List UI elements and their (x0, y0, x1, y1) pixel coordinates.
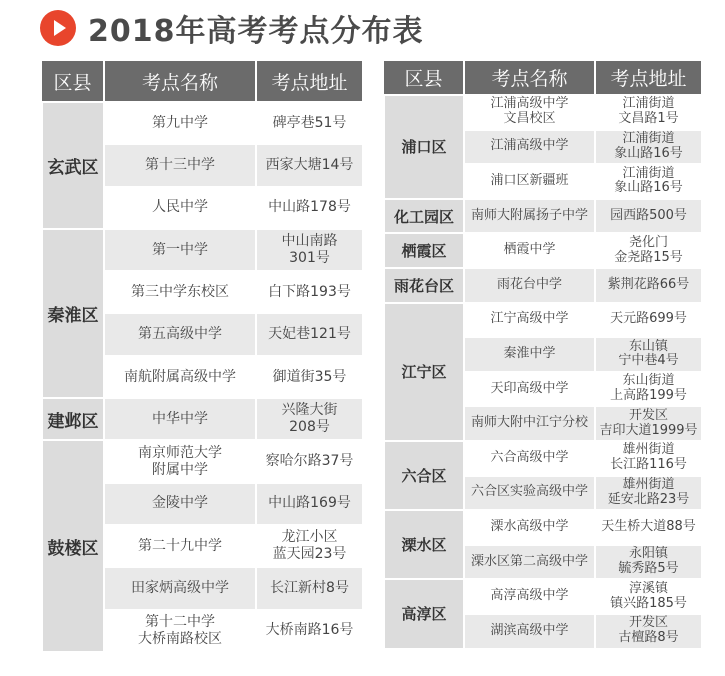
address-cell (256, 187, 363, 229)
school-name-cell (104, 229, 256, 271)
cell-line: 延安北路23号 (607, 491, 690, 507)
address-cell (595, 337, 702, 372)
address-cell (256, 356, 363, 398)
table-row (384, 303, 702, 338)
address-cell (256, 610, 363, 652)
school-name-cell (464, 510, 595, 545)
school-name-cell (464, 441, 595, 476)
cell-line: 第十三中学 (145, 157, 215, 174)
district-cell: 玄武区 (42, 102, 104, 229)
cell-line: 高淳高级中学 (490, 588, 569, 604)
cell-line: 文昌校区 (503, 111, 556, 127)
cell-line: 栖霞中学 (503, 242, 556, 258)
address-cell (595, 130, 702, 165)
address-cell (595, 579, 702, 614)
address-cell (256, 313, 363, 355)
cell-line: 古檀路8号 (618, 630, 679, 646)
school-name-cell (464, 579, 595, 614)
cell-line: 第十二中学 (145, 613, 215, 630)
cell-line: 第一中学 (152, 241, 208, 258)
school-name-cell (104, 313, 256, 355)
cell-line: 田家炳高级中学 (131, 580, 229, 597)
cell-line: 南师大附属扬子中学 (470, 207, 588, 223)
school-name-cell (464, 337, 595, 372)
cell-line: 紫荆花路66号 (607, 276, 690, 292)
address-cell (256, 525, 363, 567)
address-cell (256, 229, 363, 271)
cell-line: 六合高级中学 (490, 449, 569, 465)
district-cell: 秦淮区 (42, 229, 104, 398)
school-name-cell (464, 95, 595, 130)
address-cell (595, 268, 702, 303)
cell-line: 天生桥大道88号 (601, 518, 696, 534)
cell-line: 东山镇 (628, 338, 668, 354)
cell-line: 第二十九中学 (138, 537, 222, 554)
cell-line: 察哈尔路37号 (265, 453, 354, 470)
cell-line: 大桥南路16号 (265, 622, 354, 639)
cell-line: 江浦街道 (622, 96, 675, 112)
cell-line: 白下路193号 (268, 283, 351, 300)
cell-line: 东山街道 (622, 373, 675, 389)
cell-line: 开发区 (628, 407, 668, 423)
school-name-cell (464, 476, 595, 511)
address-cell (256, 567, 363, 609)
cell-line: 208号 (289, 419, 330, 436)
table-row (384, 233, 702, 268)
cell-line: 金尧路15号 (614, 249, 683, 265)
school-name-cell (104, 356, 256, 398)
school-name-cell (104, 440, 256, 482)
school-name-cell (464, 545, 595, 580)
school-name-cell (464, 303, 595, 338)
cell-line: 中山路178号 (268, 199, 351, 216)
cell-line: 吉印大道1999号 (599, 422, 698, 438)
cell-line: 溧水高级中学 (490, 518, 569, 534)
cell-line: 开发区 (628, 615, 668, 631)
right-table-body (384, 95, 702, 649)
cell-line: 江浦高级中学 (490, 138, 569, 154)
address-cell (256, 398, 363, 440)
cell-line: 天印高级中学 (490, 380, 569, 396)
table-row (42, 398, 363, 440)
header-school: 考点名称 (464, 61, 595, 95)
school-name-cell (104, 102, 256, 144)
play-icon (40, 10, 76, 46)
header-school: 考点名称 (104, 61, 256, 102)
cell-line: 秦淮中学 (503, 345, 556, 361)
school-name-cell (464, 372, 595, 407)
address-cell (595, 164, 702, 199)
table-row (384, 510, 702, 545)
cell-line: 镇兴路185号 (610, 595, 687, 611)
cell-line: 第九中学 (152, 114, 208, 131)
address-cell (256, 483, 363, 525)
cell-line: 301号 (289, 250, 330, 267)
header-district: 区县 (42, 61, 104, 102)
cell-line: 大桥南路校区 (138, 630, 222, 647)
cell-line: 长江路116号 (610, 457, 687, 473)
left-exam-table (41, 61, 364, 653)
cell-line: 永阳镇 (628, 546, 668, 562)
school-name-cell (104, 144, 256, 186)
cell-line: 象山路16号 (614, 145, 683, 161)
district-cell: 建邺区 (42, 398, 104, 440)
address-cell (256, 271, 363, 313)
page-title: 2018年高考考点分布表 (88, 14, 424, 49)
school-name-cell (464, 614, 595, 649)
cell-line: 江浦街道 (622, 130, 675, 146)
cell-line: 第五高级中学 (138, 326, 222, 343)
address-cell (595, 545, 702, 580)
cell-line: 淳溪镇 (628, 580, 668, 596)
school-name-cell (104, 483, 256, 525)
address-cell (595, 476, 702, 511)
address-cell (595, 406, 702, 441)
cell-line: 金陵中学 (152, 495, 208, 512)
school-name-cell (104, 610, 256, 652)
cell-line: 人民中学 (152, 199, 208, 216)
district-cell: 江宁区 (384, 303, 464, 441)
cell-line: 上高路199号 (610, 388, 687, 404)
cell-line: 毓秀路5号 (618, 561, 679, 577)
cell-line: 尧化门 (628, 234, 668, 250)
cell-line: 兴隆大街 (281, 402, 338, 419)
address-cell (595, 233, 702, 268)
cell-line: 宁中巷4号 (618, 353, 679, 369)
district-cell: 鼓楼区 (42, 440, 104, 651)
address-cell (595, 510, 702, 545)
cell-line: 碑亭巷51号 (272, 114, 347, 131)
cell-line: 雨花台中学 (496, 276, 562, 292)
cell-line: 江浦街道 (622, 165, 675, 181)
cell-line: 雄州街道 (622, 442, 675, 458)
district-cell: 溧水区 (384, 510, 464, 579)
cell-line: 文昌路1号 (618, 111, 679, 127)
address-cell (595, 614, 702, 649)
cell-line: 南师大附中江宁分校 (470, 415, 588, 431)
district-cell: 栖霞区 (384, 233, 464, 268)
cell-line: 园西路500号 (610, 207, 687, 223)
header-district: 区县 (384, 61, 464, 95)
cell-line: 附属中学 (152, 461, 208, 478)
table-row (42, 102, 363, 144)
cell-line: 湖滨高级中学 (490, 622, 569, 638)
school-name-cell (464, 406, 595, 441)
cell-line: 雄州街道 (622, 476, 675, 492)
cell-line: 中华中学 (152, 410, 208, 427)
cell-line: 江浦高级中学 (490, 96, 569, 112)
table-row (42, 229, 363, 271)
header-address: 考点地址 (256, 61, 363, 102)
cell-line: 六合区实验高级中学 (470, 484, 588, 500)
cell-line: 天妃巷121号 (268, 326, 351, 343)
cell-line: 御道街35号 (272, 368, 347, 385)
district-cell: 浦口区 (384, 95, 464, 199)
address-cell (595, 199, 702, 234)
right-exam-table (383, 61, 703, 650)
title-row (40, 6, 424, 50)
district-cell: 雨花台区 (384, 268, 464, 303)
school-name-cell (104, 525, 256, 567)
cell-line: 浦口区新疆班 (490, 173, 569, 189)
address-cell (595, 372, 702, 407)
cell-line: 象山路16号 (614, 180, 683, 196)
left-table-body (42, 102, 363, 652)
district-cell: 六合区 (384, 441, 464, 510)
school-name-cell (464, 164, 595, 199)
cell-line: 西家大塘14号 (265, 157, 354, 174)
school-name-cell (464, 233, 595, 268)
district-cell: 高淳区 (384, 579, 464, 648)
table-row (42, 440, 363, 482)
cell-line: 江宁高级中学 (490, 311, 569, 327)
address-cell (595, 303, 702, 338)
school-name-cell (464, 199, 595, 234)
cell-line: 溧水区第二高级中学 (470, 553, 588, 569)
cell-line: 中山南路 (281, 233, 338, 250)
address-cell (256, 144, 363, 186)
cell-line: 长江新村8号 (270, 580, 349, 597)
cell-line: 蓝天园23号 (272, 546, 347, 563)
cell-line: 南航附属高级中学 (124, 368, 236, 385)
school-name-cell (464, 268, 595, 303)
school-name-cell (104, 271, 256, 313)
table-row (384, 579, 702, 614)
cell-line: 天元路699号 (610, 311, 687, 327)
address-cell (595, 95, 702, 130)
cell-line: 第三中学东校区 (131, 283, 229, 300)
school-name-cell (104, 187, 256, 229)
table-row (384, 95, 702, 130)
district-cell: 化工园区 (384, 199, 464, 234)
school-name-cell (104, 398, 256, 440)
address-cell (256, 102, 363, 144)
table-row (384, 268, 702, 303)
cell-line: 南京师范大学 (138, 444, 222, 461)
address-cell (256, 440, 363, 482)
header-address: 考点地址 (595, 61, 702, 95)
table-row (384, 199, 702, 234)
cell-line: 中山路169号 (268, 495, 351, 512)
school-name-cell (464, 130, 595, 165)
cell-line: 龙江小区 (281, 529, 338, 546)
table-row (384, 441, 702, 476)
school-name-cell (104, 567, 256, 609)
address-cell (595, 441, 702, 476)
